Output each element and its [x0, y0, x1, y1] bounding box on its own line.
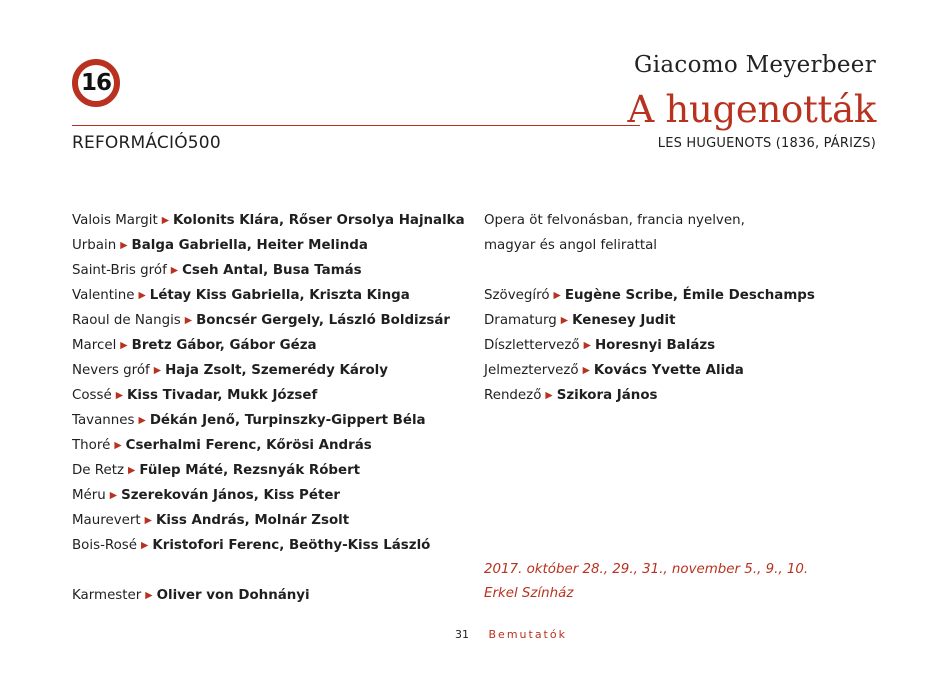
creative-row: [484, 308, 884, 333]
description-line: Opera öt felvonásban, francia nyelven,: [484, 213, 745, 228]
section-name: Bemutatók: [488, 628, 567, 641]
arrow-icon: ▶: [115, 390, 124, 401]
creative-row: [484, 333, 884, 358]
arrow-icon: ▶: [138, 290, 146, 301]
spacer: [72, 558, 472, 583]
cast-row: [72, 208, 472, 233]
cast-row: [72, 333, 472, 358]
series-label: REFORMÁCIÓ500: [72, 133, 221, 153]
cast-row: [72, 233, 472, 258]
cast-row: [72, 408, 472, 433]
role-label: De Retz: [72, 463, 125, 478]
arrow-icon: ▶: [553, 290, 561, 301]
creator-names: Kovács Yvette Alida: [593, 363, 744, 378]
role-label: Maurevert: [72, 513, 141, 528]
role-label: Szövegíró: [484, 288, 550, 303]
performer-names: Létay Kiss Gabriella, Kriszta Kinga: [149, 288, 410, 303]
cast-row: [72, 383, 472, 408]
conductor-row: [72, 583, 472, 608]
performer-names: Kristofori Ferenc, Beöthy-Kiss László: [152, 538, 431, 553]
cast-row: [72, 458, 472, 483]
performance-info: [484, 558, 808, 606]
performer-names: Kolonits Klára, Rőser Orsolya Hajnalka: [173, 213, 465, 228]
role-label: Dramaturg: [484, 313, 557, 328]
role-label: Urbain: [72, 238, 117, 253]
performance-venue: Erkel Színház: [484, 586, 574, 601]
creator-names: Eugène Scribe, Émile Deschamps: [564, 288, 815, 303]
arrow-icon: ▶: [161, 215, 170, 226]
cast-row: [72, 433, 472, 458]
role-label: Jelmeztervező: [484, 363, 579, 378]
page-number: 31: [455, 628, 469, 641]
performance-dates: 2017. október 28., 29., 31., november 5., 9., 10.: [484, 562, 809, 577]
performer-names: Dékán Jenő, Turpinszky-Gippert Béla: [149, 413, 426, 428]
number-badge: [72, 59, 120, 107]
role-label: Valois Margit: [72, 213, 158, 228]
arrow-icon: ▶: [144, 515, 152, 526]
cast-row: [72, 483, 472, 508]
performer-names: Bretz Gábor, Gábor Géza: [131, 338, 317, 353]
creator-names: Szikora János: [556, 388, 658, 403]
performer-names: Haja Zsolt, Szemerédy Károly: [165, 363, 388, 378]
arrow-icon: ▶: [184, 315, 193, 326]
performer-names: Balga Gabriella, Heiter Melinda: [131, 238, 368, 253]
arrow-icon: ▶: [141, 540, 149, 551]
production-info: [484, 208, 884, 408]
performer-names: Cserhalmi Ferenc, Kőrösi András: [125, 438, 372, 453]
arrow-icon: ▶: [109, 490, 118, 501]
arrow-icon: ▶: [583, 340, 591, 351]
cast-row: [72, 508, 472, 533]
arrow-icon: ▶: [153, 365, 162, 376]
role-label: Saint-Bris gróf: [72, 263, 167, 278]
role-label: Raoul de Nangis: [72, 313, 181, 328]
creative-row: [484, 283, 884, 308]
cast-row: [72, 258, 472, 283]
arrow-icon: ▶: [582, 365, 590, 376]
arrow-icon: ▶: [120, 340, 128, 351]
cast-row: [72, 533, 472, 558]
description-line: magyar és angol felirattal: [484, 238, 658, 253]
role-label: Karmester: [72, 588, 142, 603]
role-label: Cossé: [72, 388, 112, 403]
performer-names: Kiss Tivadar, Mukk József: [127, 388, 318, 403]
arrow-icon: ▶: [138, 415, 146, 426]
composer-name: Giacomo Meyerbeer: [634, 52, 876, 78]
role-label: Díszlettervező: [484, 338, 580, 353]
creator-names: Kenesey Judit: [572, 313, 676, 328]
arrow-icon: ▶: [114, 440, 122, 451]
arrow-icon: ▶: [120, 240, 128, 251]
creator-names: Horesnyi Balázs: [594, 338, 716, 353]
cast-row: [72, 358, 472, 383]
performer-names: Oliver von Dohnányi: [156, 588, 310, 603]
page-footer: [455, 628, 567, 641]
cast-row: [72, 283, 472, 308]
role-label: Tavannes: [72, 413, 135, 428]
creative-row: [484, 383, 884, 408]
badge-number: 16: [80, 70, 111, 96]
creative-row: [484, 358, 884, 383]
arrow-icon: ▶: [145, 590, 153, 601]
role-label: Bois-Rosé: [72, 538, 138, 553]
role-label: Thoré: [72, 438, 111, 453]
header-divider: [72, 125, 640, 126]
cast-list: [72, 208, 472, 608]
cast-row: [72, 308, 472, 333]
opera-title: A hugenották: [627, 88, 876, 131]
arrow-icon: ▶: [560, 315, 569, 326]
role-label: Valentine: [72, 288, 135, 303]
role-label: Méru: [72, 488, 106, 503]
performer-names: Fülep Máté, Rezsnyák Róbert: [139, 463, 361, 478]
arrow-icon: ▶: [170, 265, 179, 276]
performer-names: Boncsér Gergely, László Boldizsár: [196, 313, 451, 328]
performer-names: Kiss András, Molnár Zsolt: [155, 513, 350, 528]
arrow-icon: ▶: [128, 465, 136, 476]
role-label: Marcel: [72, 338, 117, 353]
opera-subtitle: LES HUGUENOTS (1836, PÁRIZS): [657, 136, 876, 151]
performer-names: Cseh Antal, Busa Tamás: [182, 263, 362, 278]
spacer: [484, 258, 884, 283]
arrow-icon: ▶: [545, 390, 553, 401]
role-label: Rendező: [484, 388, 542, 403]
role-label: Nevers gróf: [72, 363, 150, 378]
performer-names: Szerekován János, Kiss Péter: [121, 488, 341, 503]
